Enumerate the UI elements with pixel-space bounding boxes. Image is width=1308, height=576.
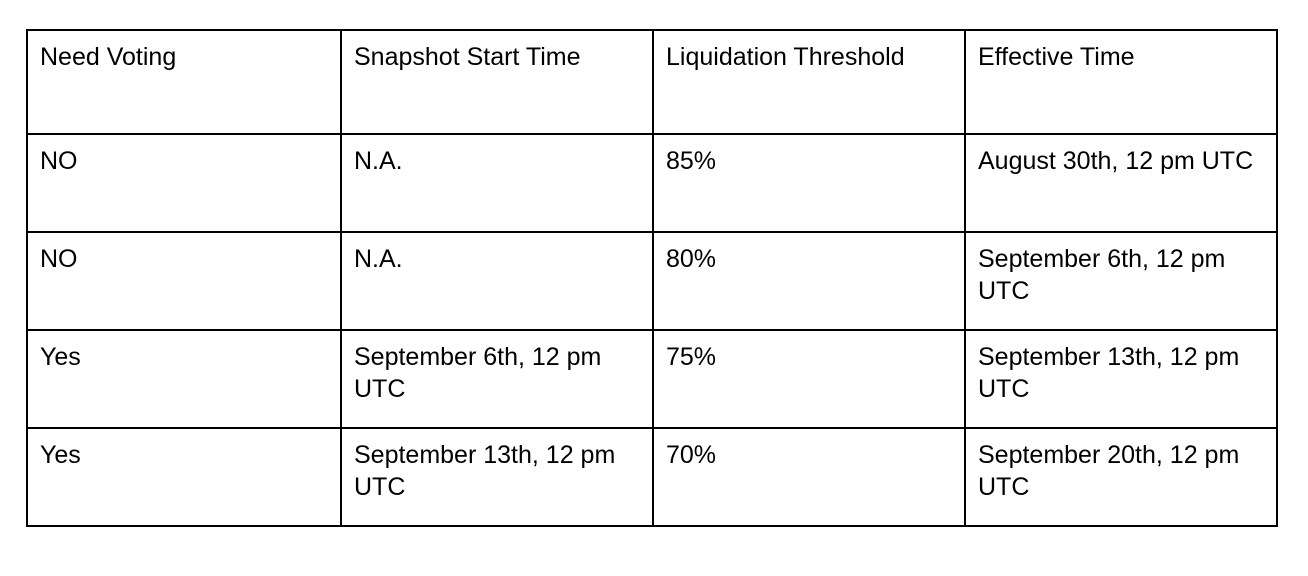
cell-snapshot-start-time: September 6th, 12 pm UTC xyxy=(341,330,653,428)
table-row xyxy=(27,232,1277,330)
liquidation-schedule-table xyxy=(26,29,1278,527)
table-header-row xyxy=(27,30,1277,134)
cell-effective-time: August 30th, 12 pm UTC xyxy=(965,134,1277,232)
column-header-need-voting: Need Voting xyxy=(27,30,341,134)
table-row xyxy=(27,428,1277,526)
table-row xyxy=(27,330,1277,428)
table-row xyxy=(27,134,1277,232)
cell-liquidation-threshold: 80% xyxy=(653,232,965,330)
cell-liquidation-threshold: 70% xyxy=(653,428,965,526)
column-header-liquidation-threshold: Liquidation Threshold xyxy=(653,30,965,134)
table-container xyxy=(26,29,1276,527)
cell-need-voting: Yes xyxy=(27,428,341,526)
cell-liquidation-threshold: 85% xyxy=(653,134,965,232)
cell-need-voting: Yes xyxy=(27,330,341,428)
cell-need-voting: NO xyxy=(27,134,341,232)
cell-liquidation-threshold: 75% xyxy=(653,330,965,428)
column-header-effective-time: Effective Time xyxy=(965,30,1277,134)
cell-snapshot-start-time: N.A. xyxy=(341,134,653,232)
cell-snapshot-start-time: N.A. xyxy=(341,232,653,330)
cell-effective-time: September 6th, 12 pm UTC xyxy=(965,232,1277,330)
cell-need-voting: NO xyxy=(27,232,341,330)
cell-snapshot-start-time: September 13th, 12 pm UTC xyxy=(341,428,653,526)
column-header-snapshot-start-time: Snapshot Start Time xyxy=(341,30,653,134)
cell-effective-time: September 20th, 12 pm UTC xyxy=(965,428,1277,526)
cell-effective-time: September 13th, 12 pm UTC xyxy=(965,330,1277,428)
